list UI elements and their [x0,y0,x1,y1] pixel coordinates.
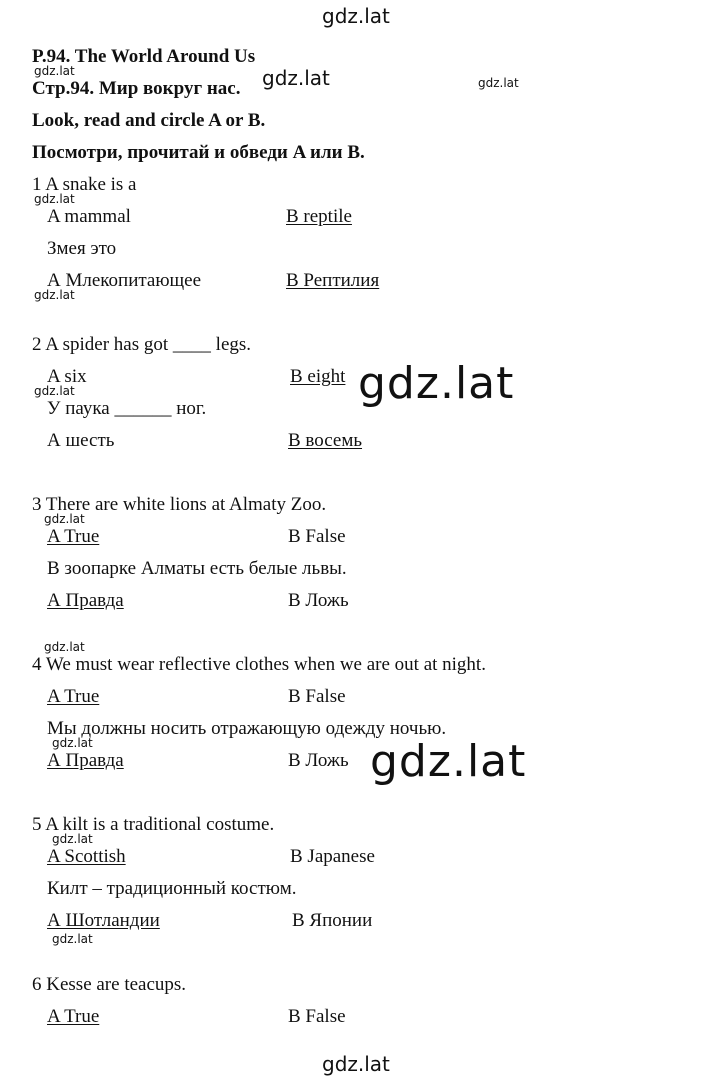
question-2-option-b-selected[interactable]: B eight [290,366,346,387]
instruction-en: Look, read and circle A or B. [32,110,266,131]
question-3-option-b-ru[interactable]: В Ложь [288,590,349,611]
question-1-option-b-ru-selected[interactable]: В Рептилия [286,270,380,291]
watermark: gdz.lat [478,76,519,90]
question-4-option-a-ru-selected[interactable]: А Правда [47,750,124,771]
question-6-option-a-selected[interactable]: A True [47,1006,100,1027]
page-title-ru: Стр.94. Мир вокруг нас. [32,78,241,99]
watermark: gdz.lat [52,932,93,946]
question-1-option-a-ru[interactable]: А Млекопитающее [47,270,202,291]
question-5-text: 5 A kilt is a traditional costume. [32,814,275,835]
watermark-top: gdz.lat [322,4,390,28]
watermark-large: gdz.lat [370,736,527,787]
question-3-option-a-ru-selected[interactable]: А Правда [47,590,124,611]
question-6-text: 6 Kesse are teacups. [32,974,187,995]
question-4-text-ru: Мы должны носить отражающую одежду ночью. [47,718,447,739]
question-2-option-b-ru-selected[interactable]: В восемь [288,430,363,451]
watermark: gdz.lat [44,512,85,526]
watermark: gdz.lat [34,288,75,302]
question-1-text: 1 A snake is a [32,174,137,195]
page-title-en: P.94. The World Around Us [32,46,256,67]
instruction-ru: Посмотри, прочитай и обведи A или B. [32,142,365,163]
watermark: gdz.lat [52,832,93,846]
question-5-option-b-ru[interactable]: В Японии [292,910,373,931]
watermark-large: gdz.lat [358,358,515,409]
watermark: gdz.lat [34,384,75,398]
question-5-text-ru: Килт – традиционный костюм. [47,878,297,899]
watermark: gdz.lat [44,640,85,654]
question-3-option-b[interactable]: B False [288,526,346,547]
watermark: gdz.lat [34,192,75,206]
question-2-option-a[interactable]: A six [47,366,87,387]
question-4-text: 4 We must wear reflective clothes when we are out at night. [32,654,486,675]
watermark: gdz.lat [262,66,330,90]
question-3-option-a-selected[interactable]: A True [47,526,100,547]
question-3-text-ru: В зоопарке Алматы есть белые львы. [47,558,347,579]
question-5-option-a-ru-selected[interactable]: А Шотландии [47,910,160,931]
question-5-option-a-selected[interactable]: A Scottish [47,846,126,867]
watermark: gdz.lat [52,736,93,750]
watermark-bottom: gdz.lat [322,1052,390,1076]
question-1-text-ru: Змея это [47,238,117,259]
question-1-option-a[interactable]: A mammal [47,206,131,227]
question-4-option-b[interactable]: B False [288,686,346,707]
question-5-option-b[interactable]: B Japanese [290,846,375,867]
question-1-option-b-selected[interactable]: B reptile [286,206,352,227]
question-2-text-ru: У паука ______ ног. [47,398,207,419]
watermark: gdz.lat [34,64,75,78]
question-2-option-a-ru[interactable]: А шесть [47,430,115,451]
question-4-option-b-ru[interactable]: В Ложь [288,750,349,771]
question-6-option-b[interactable]: B False [288,1006,346,1027]
question-2-text: 2 A spider has got ____ legs. [32,334,252,355]
question-4-option-a-selected[interactable]: A True [47,686,100,707]
question-3-text: 3 There are white lions at Almaty Zoo. [32,494,327,515]
